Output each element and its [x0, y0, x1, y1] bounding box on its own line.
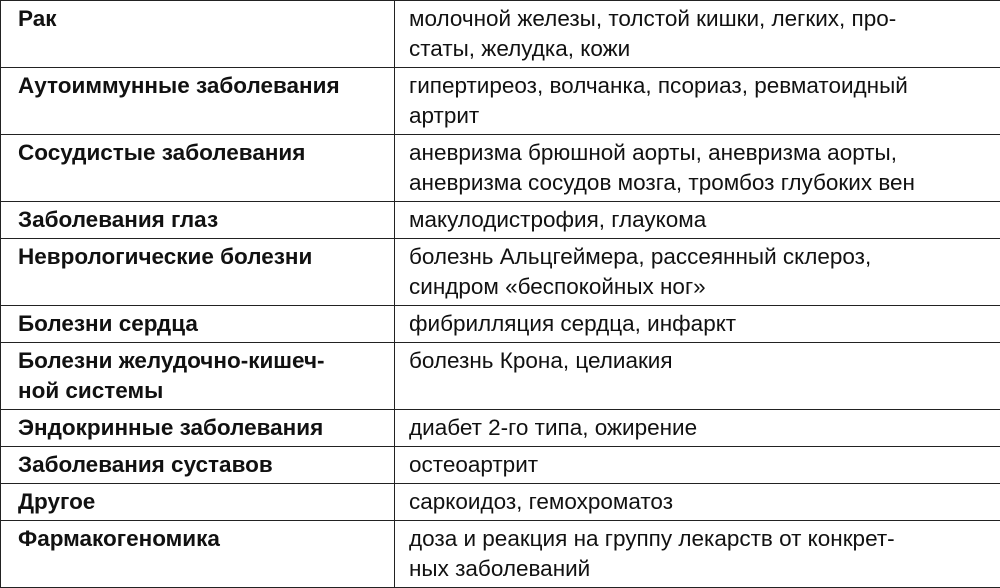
category-cell: Сосудистые заболевания	[1, 135, 395, 202]
category-cell: Эндокринные заболевания	[1, 410, 395, 447]
table-row	[1, 1, 1000, 68]
category-cell: Болезни сердца	[1, 306, 395, 343]
table-row	[1, 306, 1000, 343]
category-cell: Заболевания глаз	[1, 202, 395, 239]
table-row	[1, 135, 1000, 202]
examples-cell: болезнь Альцгеймера, рассеянный склероз, синдром «беспокойных ног»	[395, 239, 1000, 306]
examples-cell: болезнь Крона, целиакия	[395, 343, 1000, 410]
category-cell: Неврологические болезни	[1, 239, 395, 306]
examples-cell: аневризма брюшной аорты, аневризма аорты, аневризма сосудов мозга, тромбоз глубоких вен	[395, 135, 1000, 202]
category-cell: Заболевания суставов	[1, 447, 395, 484]
table-row	[1, 239, 1000, 306]
examples-cell: гипертиреоз, волчанка, псориаз, ревматоидный артрит	[395, 68, 1000, 135]
examples-cell: остеоартрит	[395, 447, 1000, 484]
examples-cell: молочной железы, толстой кишки, легких, про- статы, желудка, кожи	[395, 1, 1000, 68]
examples-cell: диабет 2-го типа, ожирение	[395, 410, 1000, 447]
table-row	[1, 447, 1000, 484]
category-cell: Фармакогеномика	[1, 521, 395, 588]
category-cell: Другое	[1, 484, 395, 521]
table-row	[1, 202, 1000, 239]
category-cell: Рак	[1, 1, 395, 68]
table-row	[1, 68, 1000, 135]
examples-cell: саркоидоз, гемохроматоз	[395, 484, 1000, 521]
table-row	[1, 484, 1000, 521]
examples-cell: фибрилляция сердца, инфаркт	[395, 306, 1000, 343]
category-cell: Аутоиммунные заболевания	[1, 68, 395, 135]
table-row	[1, 343, 1000, 410]
examples-cell: доза и реакция на группу лекарств от конкрет- ных заболеваний	[395, 521, 1000, 588]
table-row	[1, 521, 1000, 588]
category-cell: Болезни желудочно-кишеч- ной системы	[1, 343, 395, 410]
examples-cell: макулодистрофия, глаукома	[395, 202, 1000, 239]
table-row	[1, 410, 1000, 447]
